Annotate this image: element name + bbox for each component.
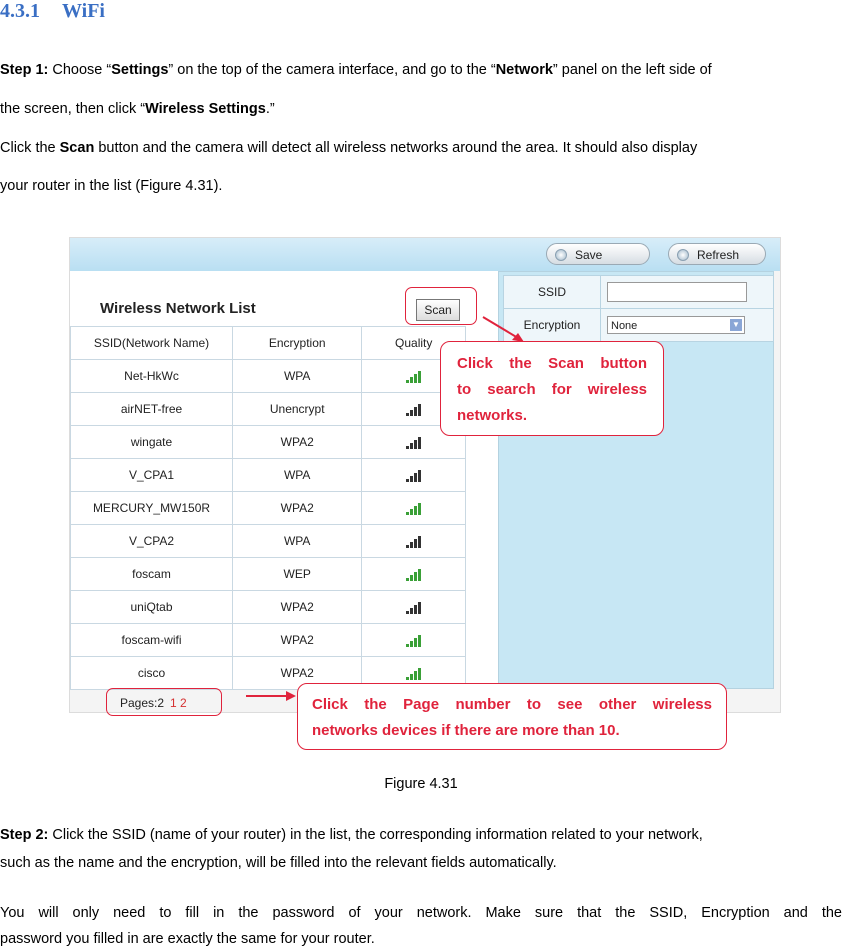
table-row[interactable] [71, 624, 466, 657]
row-ssid[interactable]: foscam [71, 558, 233, 591]
para3-line2: password you filled in are exactly the same for your router. [0, 931, 375, 947]
step1-line2 [0, 101, 275, 117]
row-ssid[interactable]: V_CPA1 [71, 459, 233, 492]
text: ” panel on the left side of [552, 62, 712, 78]
row-quality [362, 624, 466, 657]
save-button[interactable] [546, 243, 650, 265]
row-encryption: WPA2 [233, 657, 362, 690]
signal-strength-icon [406, 635, 422, 647]
signal-strength-icon [406, 503, 422, 515]
step2-line2: such as the name and the encryption, will be filled into the relevant fields automatically. [0, 855, 557, 871]
row-ssid[interactable]: MERCURY_MW150R [71, 492, 233, 525]
table-row[interactable] [71, 591, 466, 624]
ssid-cell [601, 276, 774, 309]
col-quality: Quality [362, 327, 466, 360]
row-quality [362, 459, 466, 492]
page-numbers[interactable]: 1 2 [170, 696, 187, 710]
para3-line1: You will only need to fill in the password of your network. Make sure that the SSID, Encryption and the [0, 905, 842, 921]
row-quality [362, 492, 466, 525]
settings-term: Settings [111, 62, 169, 78]
scan-line2: your router in the list (Figure 4.31). [0, 178, 223, 194]
text: the screen, then click “ [0, 101, 146, 117]
network-table [70, 326, 466, 690]
scan-callout [440, 341, 664, 436]
pages-label: Pages:2 [120, 696, 165, 710]
scan-callout-line2: to search for wireless [457, 381, 647, 398]
row-encryption: WEP [233, 558, 362, 591]
row-encryption: WPA [233, 360, 362, 393]
text: ” on the top of the camera interface, and go to the “ [168, 62, 496, 78]
row-ssid[interactable]: Net-HkWc [71, 360, 233, 393]
row-encryption: WPA2 [233, 624, 362, 657]
page-callout [297, 683, 727, 750]
col-ssid: SSID(Network Name) [71, 327, 233, 360]
text: .” [265, 101, 275, 117]
signal-strength-icon [406, 404, 422, 416]
col-encryption: Encryption [233, 327, 362, 360]
chevron-down-icon: ▼ [730, 319, 742, 331]
pages-highlight [106, 688, 222, 716]
encryption-select[interactable] [607, 316, 745, 334]
table-row[interactable] [71, 558, 466, 591]
scan-button[interactable]: Scan [416, 299, 460, 321]
refresh-label: Refresh [697, 248, 740, 262]
table-row[interactable] [71, 492, 466, 525]
page-callout-line1: Click the Page number to see other wireless [312, 696, 712, 713]
section-number: 4.3.1 [0, 0, 40, 22]
signal-strength-icon [406, 536, 422, 548]
ssid-label: SSID [504, 276, 601, 309]
table-header [71, 327, 466, 360]
row-ssid[interactable]: uniQtab [71, 591, 233, 624]
scan-term: Scan [59, 140, 95, 156]
table-row[interactable] [71, 426, 466, 459]
signal-strength-icon [406, 437, 422, 449]
row-ssid[interactable]: wingate [71, 426, 233, 459]
signal-strength-icon [406, 569, 422, 581]
step2-label: Step 2: [0, 827, 49, 843]
save-icon [555, 249, 567, 261]
row-quality [362, 558, 466, 591]
row-ssid[interactable]: cisco [71, 657, 233, 690]
text: button and the camera will detect all wireless networks around the area. It should also display [94, 140, 698, 156]
ssid-input[interactable] [607, 282, 747, 302]
encryption-cell [601, 309, 774, 342]
section-title: WiFi [62, 0, 105, 22]
signal-strength-icon [406, 602, 422, 614]
table-row[interactable] [71, 393, 466, 426]
scan-line1 [0, 140, 697, 156]
text: Click the [0, 140, 60, 156]
scan-callout-line1: Click the Scan button [457, 355, 647, 372]
list-title: Wireless Network List [100, 300, 256, 317]
row-encryption: WPA2 [233, 426, 362, 459]
text: Click the SSID (name of your router) in the list, the corresponding information related to your network, [48, 827, 703, 843]
row-ssid[interactable]: V_CPA2 [71, 525, 233, 558]
refresh-button[interactable] [668, 243, 766, 265]
row-quality [362, 591, 466, 624]
row-encryption: WPA [233, 459, 362, 492]
wireless-form [503, 275, 774, 342]
step1-line1 [0, 62, 712, 78]
scan-callout-line3: networks. [457, 407, 528, 424]
text: Choose “ [48, 62, 112, 78]
row-ssid[interactable]: airNET-free [71, 393, 233, 426]
row-quality [362, 525, 466, 558]
figure-caption: Figure 4.31 [384, 776, 458, 792]
table-row[interactable] [71, 459, 466, 492]
encryption-label: Encryption [504, 309, 601, 342]
step2-line1 [0, 827, 703, 843]
step1-label: Step 1: [0, 62, 49, 78]
toolbar [70, 238, 780, 271]
encryption-value: None [611, 320, 638, 332]
signal-strength-icon [406, 668, 422, 680]
scan-highlight [405, 287, 477, 325]
save-label: Save [575, 248, 603, 262]
network-term: Network [495, 62, 553, 78]
wireless-settings-term: Wireless Settings [145, 101, 266, 117]
signal-strength-icon [406, 371, 422, 383]
row-encryption: WPA2 [233, 492, 362, 525]
row-ssid[interactable]: foscam-wifi [71, 624, 233, 657]
page-callout-line2: networks devices if there are more than 10. [312, 722, 620, 739]
section-heading [0, 0, 105, 23]
row-encryption: WPA [233, 525, 362, 558]
refresh-icon [677, 249, 689, 261]
table-row[interactable] [71, 525, 466, 558]
signal-strength-icon [406, 470, 422, 482]
table-row[interactable] [71, 360, 466, 393]
row-encryption: WPA2 [233, 591, 362, 624]
row-encryption: Unencrypt [233, 393, 362, 426]
